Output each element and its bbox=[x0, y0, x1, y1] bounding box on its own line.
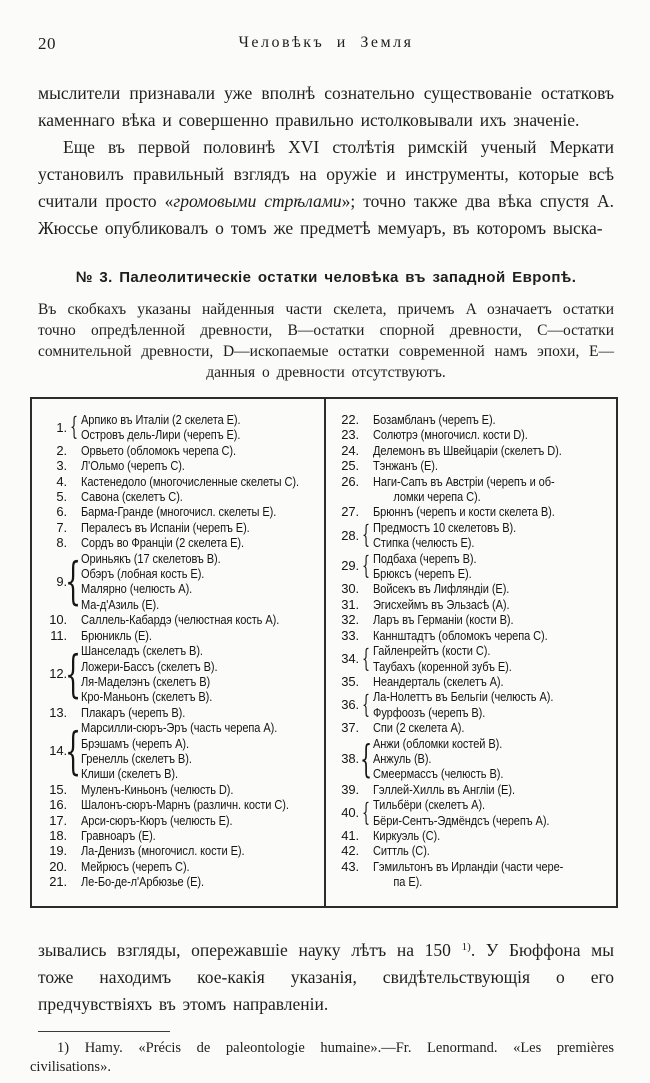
item-lines bbox=[373, 504, 614, 519]
list-item: 38. { Анжи (обломки костей В). Анжуль (В). Смеермассъ (челюсть В). bbox=[335, 736, 614, 782]
list-item: 36. { Ла-Нолеттъ въ Бельгіи (челюсть А). Фурфоозъ (черепъ В). bbox=[335, 689, 614, 720]
item-lines bbox=[373, 643, 614, 674]
list-item bbox=[335, 843, 614, 858]
item-number: 26. bbox=[341, 473, 359, 489]
item-lines bbox=[81, 489, 322, 504]
item-line: Брэшамъ (черепъ А). bbox=[81, 735, 189, 751]
item-lines bbox=[81, 504, 322, 519]
item-lines bbox=[373, 427, 614, 442]
paragraph-3-text: зывались взгляды, опережавшіе науку лѣтъ на 150 bbox=[38, 939, 462, 960]
item-line: Бёри-Сентъ-Эдмёндсъ (черепъ А). bbox=[373, 812, 550, 828]
item-line: Ложери-Бассъ (скелетъ В). bbox=[81, 658, 218, 674]
item-number: 5. bbox=[56, 489, 67, 505]
item-number: 3. bbox=[56, 458, 67, 474]
item-line: Ориньякъ (17 скелетовъ В). bbox=[81, 550, 221, 566]
item-line: Брюникль (Е). bbox=[81, 627, 152, 643]
item-line: Киркуэль (С). bbox=[373, 827, 441, 843]
item-number: 2. bbox=[56, 442, 67, 458]
item-lines bbox=[373, 843, 614, 858]
item-number: 22. bbox=[341, 412, 359, 427]
item-line: Кастенедоло (многочисленные скелеты С). bbox=[81, 473, 299, 489]
item-number: 12. bbox=[49, 666, 67, 682]
item-line: Шалонъ-сюръ-Марнъ (различн. кости С). bbox=[81, 797, 289, 813]
item-lines bbox=[373, 689, 614, 720]
paragraph-1: мыслители признавали уже вполнѣ сознательно существованіе остатковъ каменнаго вѣка и совершенно правильно истолковывали ихъ значеніе. bbox=[38, 83, 614, 130]
item-lines bbox=[81, 443, 322, 458]
item-lines bbox=[81, 612, 322, 627]
item-line: Ма-д'Азиль (Е). bbox=[81, 596, 160, 612]
list-item bbox=[335, 597, 614, 612]
item-line: Ситтль (С). bbox=[373, 843, 430, 859]
item-line: Брюннъ (черепъ и кости скелета В). bbox=[373, 504, 555, 520]
item-number: 6. bbox=[56, 504, 67, 520]
item-line: Марсилли-сюръ-Эръ (часть черепа А). bbox=[81, 720, 278, 736]
list-item bbox=[43, 443, 322, 458]
item-lines bbox=[81, 720, 322, 782]
item-line: Таубахъ (коренной зубъ Е). bbox=[373, 658, 512, 674]
item-line: па Е). bbox=[393, 874, 423, 890]
item-number: 32. bbox=[341, 612, 359, 628]
paragraph-2-text: Еще въ первой половинѣ XVI столѣтія римскій ученый Меркати установилъ правильный взглядъ на оружіе и инструменты, которые всѣ считали просто « bbox=[38, 137, 614, 211]
list-item bbox=[43, 705, 322, 720]
item-line: Смеермассъ (челюсть В). bbox=[373, 766, 504, 782]
item-number: 17. bbox=[49, 812, 67, 828]
footnote-text: Hamy. «Précis de paleontologie humaine».—Fr. Lenormand. «Les premières civilisations». bbox=[30, 1039, 615, 1075]
item-lines bbox=[81, 828, 322, 843]
item-line: Гэллей-Хилль въ Англіи (Е). bbox=[373, 781, 515, 797]
list-item bbox=[43, 474, 322, 489]
item-lines bbox=[373, 674, 614, 689]
item-number: 31. bbox=[341, 596, 359, 612]
item-number: 37. bbox=[341, 720, 359, 736]
item-lines bbox=[81, 813, 322, 828]
item-lines bbox=[81, 797, 322, 812]
paragraph-3-rest: . У Бюффона мы тоже находимъ кое-какія указанія, свидѣтельствующія о его предчувствіяхъ въ этомъ направленіи. bbox=[38, 939, 615, 1014]
item-lines bbox=[373, 581, 614, 596]
item-line: Ларъ въ Германіи (кости В). bbox=[373, 612, 514, 628]
item-line: Делемонъ въ Швейцаріи (скелетъ D). bbox=[373, 442, 562, 458]
item-lines bbox=[373, 720, 614, 735]
item-line: Пералесъ въ Испаніи (черепъ Е). bbox=[81, 519, 250, 535]
item-lines bbox=[373, 458, 614, 473]
footnote-reference: 1) bbox=[461, 940, 471, 953]
item-lines bbox=[81, 874, 322, 889]
item-lines bbox=[373, 597, 614, 612]
list-item: 29. { Подбаха (черепъ В). Брюксъ (черепъ Е). bbox=[335, 551, 614, 582]
list-item bbox=[43, 535, 322, 550]
list-item bbox=[43, 628, 322, 643]
item-number: 29. bbox=[341, 558, 359, 574]
list-item: 12. { Шанселадъ (скелетъ В). Ложери-Бассъ (скелетъ В). Ля-Маделэнъ (скелетъ В) Кро-Маньонъ (скелетъ В). bbox=[43, 643, 322, 705]
item-line: Предмостъ 10 скелетовъ В). bbox=[373, 519, 517, 535]
item-lines bbox=[81, 520, 322, 535]
item-number: 28. bbox=[341, 527, 359, 543]
page-number: 20 bbox=[38, 34, 56, 53]
paragraph-2 bbox=[38, 134, 614, 242]
paragraph-2-rest: »; точно также два вѣка спустя А. Жюссье опубликовалъ о томъ же предметѣ мемуаръ, въ которомъ выска- bbox=[38, 191, 614, 238]
item-number: 7. bbox=[56, 519, 67, 535]
item-line: Анжи (обломки костей В). bbox=[373, 735, 503, 751]
item-line: Обэръ (лобная кость Е). bbox=[81, 566, 205, 582]
item-line: Тильбёри (скелетъ А). bbox=[373, 797, 486, 813]
list-item bbox=[43, 813, 322, 828]
item-number: 4. bbox=[56, 473, 67, 489]
item-line: ломки черепа С). bbox=[393, 489, 481, 505]
item-line: Брюксъ (черепъ Е). bbox=[373, 566, 472, 582]
list-item: 34. { Гайленрейтъ (кости С). Таубахъ (коренной зубъ Е). bbox=[335, 643, 614, 674]
list-item bbox=[43, 458, 322, 473]
item-number: 10. bbox=[49, 612, 67, 628]
item-line: Солютрэ (многочисл. кости D). bbox=[373, 427, 528, 443]
item-number: 42. bbox=[341, 843, 359, 859]
item-line: Барма-Гранде (многочисл. скелеты Е). bbox=[81, 504, 277, 520]
item-number: 34. bbox=[341, 650, 359, 666]
table-column-right bbox=[324, 399, 616, 906]
item-line: Мейрюсъ (черепъ С). bbox=[81, 858, 190, 874]
list-item bbox=[335, 427, 614, 442]
list-item: 40. { Тильбёри (скелетъ А). Бёри-Сентъ-Эдмёндсъ (черепъ А). bbox=[335, 797, 614, 828]
item-line: Подбаха (черепъ В). bbox=[373, 550, 477, 566]
item-number: 40. bbox=[341, 804, 359, 820]
list-item bbox=[43, 489, 322, 504]
item-number: 19. bbox=[49, 843, 67, 859]
list-item: 1. { Арпико въ Италіи (2 скелета Е). Островъ дель-Лири (черепъ Е). bbox=[43, 412, 322, 443]
item-number: 43. bbox=[341, 858, 359, 874]
item-line: Сордъ во Франціи (2 скелета Е). bbox=[81, 535, 245, 551]
table-title: № 3. Палеолитическіе остатки человѣка въ западной Европѣ. bbox=[75, 269, 577, 286]
item-line: Эгисхеймъ въ Эльзасѣ (А). bbox=[373, 596, 510, 612]
list-item bbox=[335, 828, 614, 843]
running-title: Человѣкъ и Земля bbox=[238, 34, 414, 51]
item-line: Ла-Денизъ (многочисл. кости Е). bbox=[81, 843, 245, 859]
item-number: 30. bbox=[341, 581, 359, 597]
item-line: Гайленрейтъ (кости С). bbox=[373, 643, 491, 659]
item-number: 41. bbox=[341, 827, 359, 843]
item-line: Муленъ-Киньонъ (челюсть D). bbox=[81, 781, 234, 797]
paragraph-2-italic-phrase: громовыми стрѣлами bbox=[173, 191, 342, 211]
item-number: 15. bbox=[49, 781, 67, 797]
list-item bbox=[335, 504, 614, 519]
list-item bbox=[335, 782, 614, 797]
item-number: 23. bbox=[341, 427, 359, 443]
list-item bbox=[335, 458, 614, 473]
paragraph-3 bbox=[38, 934, 614, 1018]
item-lines bbox=[373, 828, 614, 843]
item-line: Стипка (челюсть Е). bbox=[373, 535, 475, 551]
item-number: 11. bbox=[50, 627, 67, 643]
footnote-rule bbox=[38, 1031, 170, 1032]
item-lines bbox=[373, 520, 614, 551]
item-line: Гравноаръ (Е). bbox=[81, 827, 156, 843]
item-number: 16. bbox=[49, 797, 67, 813]
item-line: Кро-Маньонъ (скелетъ В). bbox=[81, 689, 213, 705]
list-item bbox=[43, 782, 322, 797]
item-line: Островъ дель-Лири (черепъ Е). bbox=[81, 427, 241, 443]
item-lines bbox=[373, 797, 614, 828]
item-lines bbox=[81, 551, 322, 613]
item-number: 38. bbox=[341, 750, 359, 766]
item-line: Малярно (челюсть А). bbox=[81, 581, 193, 597]
item-line: Ле-Бо-де-л'Арбюзье (Е). bbox=[81, 874, 205, 890]
list-item: 9. { Ориньякъ (17 скелетовъ В). Обэръ (лобная кость Е). Малярно (челюсть А). Ма-д'Азиль (Е). bbox=[43, 551, 322, 613]
item-line: Клиши (скелетъ В). bbox=[81, 766, 178, 782]
item-line: Каннштадтъ (обломокъ черепа С). bbox=[373, 627, 548, 643]
list-item: 28. { Предмостъ 10 скелетовъ В). Стипка (челюсть Е). bbox=[335, 520, 614, 551]
item-line: Гренелль (скелетъ В). bbox=[81, 750, 192, 766]
item-line: Шанселадъ (скелетъ В). bbox=[81, 643, 203, 659]
item-line: Ла-Нолеттъ въ Бельгіи (челюсть А). bbox=[373, 689, 554, 705]
paleolithic-sites-table bbox=[30, 397, 618, 908]
item-lines bbox=[373, 859, 614, 890]
item-number: 39. bbox=[341, 781, 359, 797]
list-item bbox=[335, 581, 614, 596]
item-line: Анжуль (В). bbox=[373, 750, 432, 766]
item-line: Л'Ольмо (черепъ С). bbox=[81, 458, 185, 474]
item-lines bbox=[81, 859, 322, 874]
list-item: 14. { Марсилли-сюръ-Эръ (часть черепа А). Брэшамъ (черепъ А). Гренелль (скелетъ В). Клиши (скелетъ В). bbox=[43, 720, 322, 782]
list-item bbox=[335, 674, 614, 689]
item-line: Арпико въ Италіи (2 скелета Е). bbox=[81, 412, 241, 427]
item-lines bbox=[81, 705, 322, 720]
item-lines bbox=[373, 612, 614, 627]
item-lines bbox=[373, 443, 614, 458]
item-line: Плакаръ (черепъ В). bbox=[81, 704, 186, 720]
item-lines bbox=[373, 551, 614, 582]
item-line: Савона (скелетъ С). bbox=[81, 489, 183, 505]
list-item bbox=[43, 504, 322, 519]
item-number: 27. bbox=[341, 504, 359, 520]
list-item bbox=[43, 797, 322, 812]
item-number: 20. bbox=[49, 858, 67, 874]
item-number: 13. bbox=[49, 704, 67, 720]
list-item bbox=[43, 828, 322, 843]
item-lines bbox=[373, 782, 614, 797]
item-lines bbox=[373, 628, 614, 643]
item-line: Наги-Сапъ въ Австріи (черепъ и об- bbox=[373, 473, 555, 489]
list-item bbox=[335, 443, 614, 458]
item-line: Фурфоозъ (черепъ В). bbox=[373, 704, 486, 720]
item-lines bbox=[81, 843, 322, 858]
item-number: 18. bbox=[49, 827, 67, 843]
item-line: Гэмильтонъ въ Ирландіи (части чере- bbox=[373, 858, 564, 874]
item-number: 24. bbox=[341, 442, 359, 458]
item-number: 1. bbox=[56, 419, 67, 435]
item-line: Арси-сюръ-Кюръ (челюсть Е). bbox=[81, 812, 233, 828]
item-lines bbox=[81, 535, 322, 550]
list-item bbox=[335, 720, 614, 735]
item-lines bbox=[373, 474, 614, 505]
footnote bbox=[30, 1039, 614, 1077]
item-number: 25. bbox=[341, 458, 359, 474]
item-line: Саллель-Кабардэ (челюстная кость А). bbox=[81, 612, 280, 628]
item-lines bbox=[373, 736, 614, 782]
item-number: 21. bbox=[49, 874, 67, 890]
footnote-marker: 1) bbox=[57, 1039, 70, 1056]
item-number: 36. bbox=[341, 697, 359, 713]
item-line: Спи (2 скелета А). bbox=[373, 720, 465, 736]
list-item bbox=[335, 612, 614, 627]
list-item bbox=[335, 859, 614, 890]
list-item bbox=[335, 412, 614, 427]
item-line: Бозамбланъ (черепъ Е). bbox=[373, 412, 496, 427]
item-number: 35. bbox=[341, 673, 359, 689]
item-line: Неандерталь (скелетъ А). bbox=[373, 673, 504, 689]
item-line: Войсекъ въ Лифляндіи (Е). bbox=[373, 581, 510, 597]
running-head bbox=[38, 34, 614, 56]
list-item bbox=[335, 474, 614, 505]
table-note: Въ скобкахъ указаны найденныя части скелета, причемъ A означаетъ остатки точно опредѣленной древности, B—остатки спорной древности, C—остатки сомнительной древности, D—ископаемые остатки современной намъ эпохи, E—данныя о древности отсутствуютъ. bbox=[38, 301, 614, 381]
list-item bbox=[43, 843, 322, 858]
item-lines bbox=[81, 643, 322, 705]
item-line: Ля-Маделэнъ (скелетъ В) bbox=[81, 673, 211, 689]
item-lines bbox=[81, 628, 322, 643]
list-item bbox=[43, 612, 322, 627]
item-line: Тэнжанъ (Е). bbox=[373, 458, 438, 474]
list-item bbox=[335, 628, 614, 643]
item-number: 14. bbox=[49, 743, 67, 759]
item-number: 8. bbox=[56, 535, 67, 551]
item-lines bbox=[81, 782, 322, 797]
item-number: 9. bbox=[56, 573, 67, 589]
item-lines bbox=[81, 412, 322, 443]
item-lines bbox=[81, 458, 322, 473]
item-line: Орвьето (обломокъ черепа С). bbox=[81, 442, 236, 458]
item-lines bbox=[81, 474, 322, 489]
list-item bbox=[43, 859, 322, 874]
table-column-left bbox=[32, 399, 324, 906]
item-lines bbox=[373, 412, 614, 427]
item-number: 33. bbox=[341, 627, 359, 643]
list-item bbox=[43, 874, 322, 889]
list-item bbox=[43, 520, 322, 535]
